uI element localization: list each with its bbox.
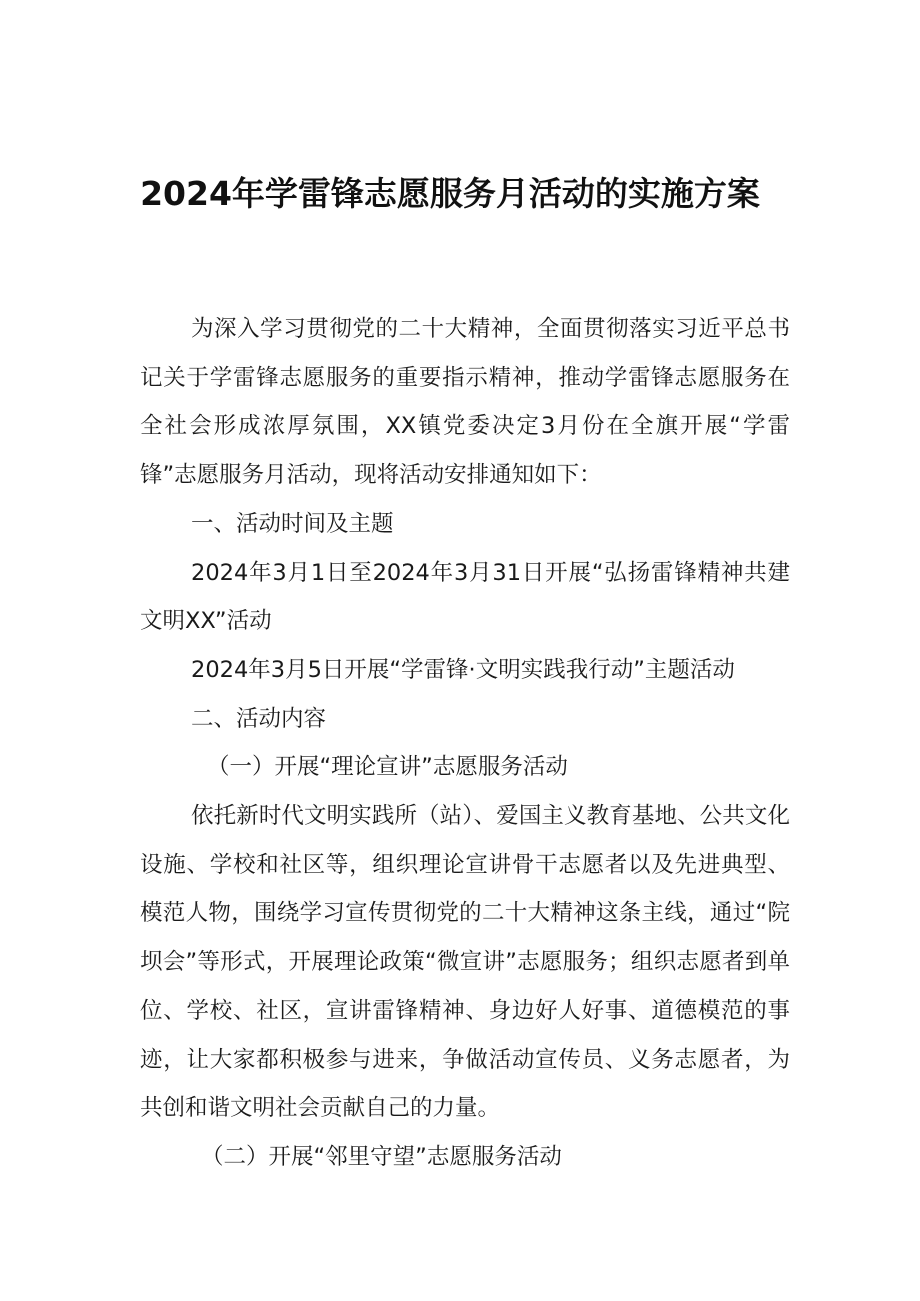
activity-item-1: 2024年3月1日至2024年3月31日开展“弘扬雷锋精神共建文明XX”活动 xyxy=(140,559,790,635)
activity-item-2: 2024年3月5日开展“学雷锋·文明实践我行动”主题活动 xyxy=(191,656,735,683)
document-body xyxy=(140,305,790,1182)
section-heading-time-theme: 一、活动时间及主题 xyxy=(191,510,394,537)
subsection-heading-neighbor: （二）开展“邻里守望”志愿服务活动 xyxy=(201,1143,562,1170)
subsection-body-theory: 依托新时代文明实践所（站）、爱国主义教育基地、公共文化设施、学校和社区等，组织理论宣讲骨干志愿者以及先进典型、模范人物，围绕学习宣传贯彻党的二十大精神这条主线，通过“院坝会”等形式，开展理论政策“微宣讲”志愿服务；组织志愿者到单位、学校、社区，宣讲雷锋精神、身边好人好事、道德模范的事迹，让大家都积极参与进来，争做活动宣传员、义务志愿者，为共创和谐文明社会贡献自己的力量。 xyxy=(140,803,790,1122)
section-heading-content: 二、活动内容 xyxy=(191,705,327,732)
document-title: 2024年学雷锋志愿服务月活动的实施方案 xyxy=(140,174,760,213)
intro-paragraph: 为深入学习贯彻党的二十大精神，全面贯彻落实习近平总书记关于学雷锋志愿服务的重要指示精神，推动学雷锋志愿服务在全社会形成浓厚氛围，XX镇党委决定3月份在全旗开展“学雷锋”志愿服务月活动，现将活动安排通知如下： xyxy=(140,316,790,489)
subsection-heading-theory: （一）开展“理论宣讲”志愿服务活动 xyxy=(207,754,568,781)
